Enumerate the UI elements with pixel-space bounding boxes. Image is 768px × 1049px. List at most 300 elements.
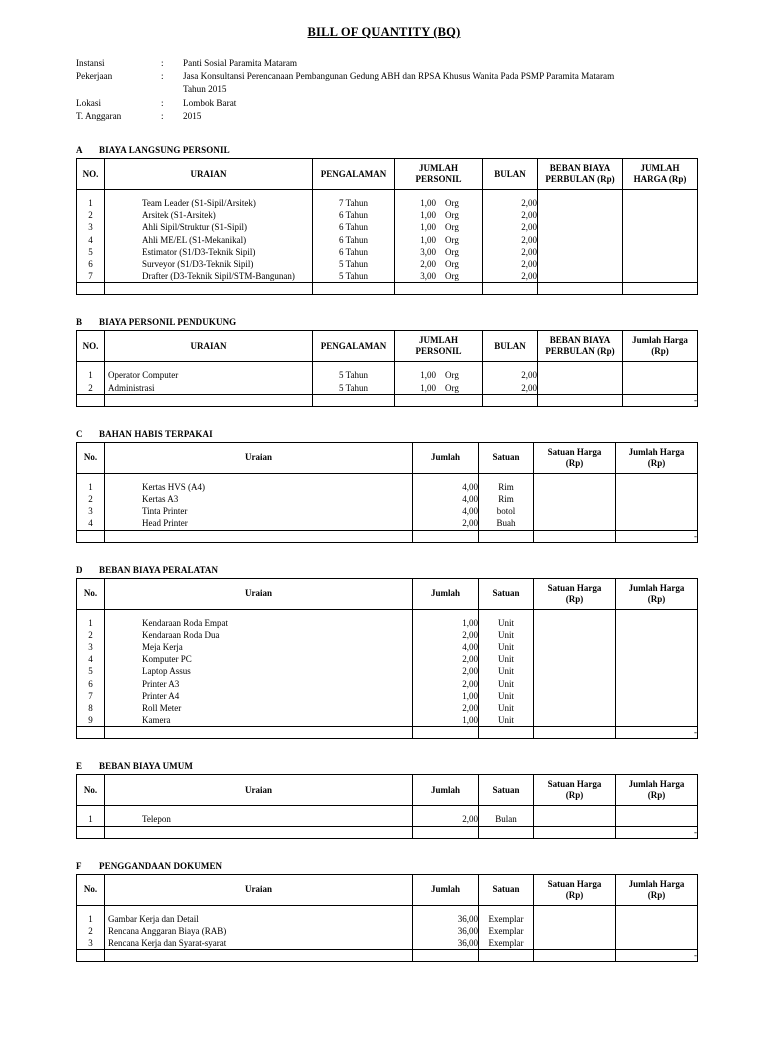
cell-jumlah-unit: Org (445, 259, 459, 270)
section-letter: F (76, 860, 82, 871)
table-header-row (77, 578, 698, 609)
col-header-jumlah-personil-line1: JUMLAH (419, 163, 458, 174)
cell-jumlah-harga (616, 617, 698, 629)
spacer-cell (534, 473, 616, 481)
col-header-satuan: Satuan (479, 874, 534, 905)
meta-value-line2: Tahun 2015 (183, 84, 227, 95)
total-amount (623, 283, 698, 295)
section-gap (0, 407, 768, 429)
cell-satuan: Unit (479, 629, 534, 641)
cell-jumlah-value: 1,00 (420, 370, 436, 381)
section-beban-biaya-peralatan (76, 565, 697, 740)
cell-jumlah: 2,00 (413, 653, 479, 665)
cell-jumlah-unit: Org (445, 271, 459, 282)
col-header-jumlah: Jumlah (413, 578, 479, 609)
col-header-jumlah-harga-line1: Jumlah Harga (628, 582, 685, 593)
meta-value (183, 70, 701, 96)
total-blank-cell (538, 283, 623, 295)
cell-beban-biaya-perbulan (538, 246, 623, 258)
cell-no: 7 (77, 270, 105, 283)
col-header-jumlah-harga-line2: (Rp) (651, 346, 669, 357)
cell-jumlah-harga (616, 517, 698, 530)
cell-jumlah-harga (623, 209, 698, 221)
cell-satuan-harga (534, 641, 616, 653)
spacer-cell (77, 905, 105, 913)
cell-jumlah-unit: Org (445, 370, 459, 381)
col-header-jumlah-harga-line1: JUMLAH (640, 163, 680, 174)
cell-satuan: Exemplar (479, 937, 534, 950)
cell-satuan: Unit (479, 653, 534, 665)
table-row (77, 197, 698, 209)
meta-label: Instansi (76, 58, 105, 68)
cell-no: 1 (77, 913, 105, 925)
cell-satuan: Exemplar (479, 913, 534, 925)
section-title: BIAYA LANGSUNG PERSONIL (99, 145, 230, 156)
total-blank-cell (77, 394, 105, 406)
spacer-cell (105, 806, 413, 814)
cell-beban-biaya-perbulan (538, 382, 623, 395)
cell-beban-biaya-perbulan (538, 197, 623, 209)
cell-satuan-harga (534, 913, 616, 925)
total-blank-cell (413, 826, 479, 838)
cell-jumlah-personil (395, 209, 483, 221)
cell-satuan-harga (534, 665, 616, 677)
col-header-jumlah-harga-line2: (Rp) (647, 593, 666, 604)
cell-uraian: Gambar Kerja dan Detail (105, 913, 413, 925)
meta-value: 2015 (183, 110, 202, 121)
cell-jumlah: 36,00 (413, 913, 479, 925)
cell-jumlah-unit: Org (445, 382, 459, 393)
col-header-satuan-harga-line2: (Rp) (565, 889, 584, 900)
total-blank-cell (77, 727, 105, 739)
table-row (77, 246, 698, 258)
section-title: BEBAN BIAYA UMUM (99, 761, 193, 772)
table-bahan-habis-terpakai (76, 442, 698, 543)
col-header-satuan-harga-line2: (Rp) (565, 790, 584, 801)
cell-bulan: 2,00 (483, 369, 538, 381)
col-header-uraian: Uraian (105, 578, 413, 609)
spacer-cell (534, 609, 616, 617)
cell-uraian: Ahli Sipil/Struktur (S1-Sipil) (105, 221, 313, 233)
total-blank-cell (479, 950, 534, 962)
meta-row-instansi (76, 57, 701, 70)
cell-uraian: Surveyor (S1/D3-Teknik Sipil) (105, 258, 313, 270)
cell-no: 1 (77, 481, 105, 493)
cell-jumlah: 2,00 (413, 517, 479, 530)
spacer-cell (105, 190, 313, 198)
col-header-pengalaman: PENGALAMAN (313, 159, 395, 190)
col-header-uraian: URAIAN (105, 159, 313, 190)
cell-no: 2 (77, 209, 105, 221)
table-penggandaan-dokumen (76, 874, 698, 963)
section-title: BIAYA PERSONIL PENDUKUNG (99, 317, 237, 328)
section-biaya-personil-pendukung (76, 317, 697, 406)
spacer-cell (479, 806, 534, 814)
cell-uraian: Rencana Kerja dan Syarat-syarat (105, 937, 413, 950)
spacer-cell (77, 362, 105, 370)
cell-pengalaman: 5 Tahun (313, 270, 395, 283)
cell-jumlah: 4,00 (413, 505, 479, 517)
col-header-satuan-harga-line1: Satuan Harga (547, 878, 602, 889)
spacer-cell (534, 806, 616, 814)
cell-jumlah: 4,00 (413, 641, 479, 653)
cell-jumlah-harga (623, 382, 698, 395)
meta-value: Lombok Barat (183, 97, 237, 108)
col-header-satuan-harga (534, 442, 616, 473)
col-header-beban-biaya-perbulan (538, 159, 623, 190)
total-blank-cell (413, 950, 479, 962)
cell-jumlah-harga (616, 678, 698, 690)
section-beban-biaya-umum (76, 761, 697, 838)
cell-jumlah-unit: Org (445, 246, 459, 257)
cell-bulan: 2,00 (483, 270, 538, 283)
cell-jumlah-personil (395, 234, 483, 246)
section-gap (0, 962, 768, 984)
section-letter: B (76, 317, 83, 328)
cell-jumlah-harga (623, 369, 698, 381)
cell-no: 1 (77, 813, 105, 826)
col-header-jumlah-harga (616, 874, 698, 905)
cell-jumlah-personil (395, 197, 483, 209)
cell-bulan: 2,00 (483, 234, 538, 246)
cell-satuan-harga (534, 629, 616, 641)
cell-jumlah-value: 2,00 (420, 259, 436, 270)
col-header-satuan: Satuan (479, 775, 534, 806)
cell-jumlah-harga (616, 714, 698, 727)
cell-uraian: Drafter (D3-Teknik Sipil/STM-Bangunan) (105, 270, 313, 283)
cell-pengalaman: 6 Tahun (313, 246, 395, 258)
cell-jumlah: 1,00 (413, 690, 479, 702)
cell-uraian: Kertas HVS (A4) (105, 481, 413, 493)
page-title: BILL OF QUANTITY (BQ) (307, 25, 461, 39)
cell-satuan: Unit (479, 690, 534, 702)
spacer-cell (616, 473, 698, 481)
total-blank-cell (483, 394, 538, 406)
cell-jumlah: 36,00 (413, 925, 479, 937)
col-header-jumlah-harga (616, 775, 698, 806)
section-letter: D (76, 564, 83, 575)
spacer-cell (616, 905, 698, 913)
col-header-jumlah-harga (616, 442, 698, 473)
col-header-beban-biaya-perbulan-line2: PERBULAN (Rp) (545, 346, 615, 357)
cell-jumlah-harga (616, 913, 698, 925)
table-spacer-row (77, 806, 698, 814)
section-penggandaan-dokumen (76, 861, 697, 963)
col-header-no: No. (77, 874, 105, 905)
cell-satuan: Rim (479, 481, 534, 493)
cell-jumlah: 4,00 (413, 481, 479, 493)
spacer-cell (623, 362, 698, 370)
meta-row-tahun-anggaran (76, 110, 701, 123)
cell-satuan-harga (534, 714, 616, 727)
col-header-bulan: BULAN (483, 159, 538, 190)
col-header-jumlah-personil (395, 331, 483, 362)
spacer-cell (77, 806, 105, 814)
cell-no: 3 (77, 937, 105, 950)
cell-jumlah-value: 3,00 (420, 246, 436, 257)
spacer-cell (483, 362, 538, 370)
col-header-satuan-harga-line2: (Rp) (565, 457, 584, 468)
col-header-uraian: Uraian (105, 442, 413, 473)
cell-jumlah-personil (395, 270, 483, 283)
col-header-satuan-harga (534, 775, 616, 806)
table-spacer-row (77, 190, 698, 198)
cell-uraian: Operator Computer (105, 369, 313, 381)
section-gap (0, 839, 768, 861)
col-header-pengalaman: PENGALAMAN (313, 331, 395, 362)
meta-colon: : (161, 71, 164, 82)
cell-jumlah-harga (616, 813, 698, 826)
cell-jumlah-harga (616, 481, 698, 493)
cell-jumlah-personil (395, 246, 483, 258)
cell-no: 2 (77, 629, 105, 641)
section-heading (76, 565, 697, 575)
cell-jumlah: 1,00 (413, 617, 479, 629)
cell-jumlah-harga (616, 690, 698, 702)
total-blank-cell (105, 727, 413, 739)
col-header-no: NO. (77, 331, 105, 362)
section-title: BAHAN HABIS TERPAKAI (99, 428, 213, 439)
col-header-no: NO. (77, 159, 105, 190)
meta-value: Panti Sosial Paramita Mataram (183, 58, 298, 68)
cell-satuan: Buah (479, 517, 534, 530)
cell-jumlah-harga (616, 505, 698, 517)
cell-jumlah-harga (616, 937, 698, 950)
col-header-no: No. (77, 442, 105, 473)
cell-jumlah-harga (623, 246, 698, 258)
spacer-cell (77, 473, 105, 481)
total-blank-cell (77, 530, 105, 542)
cell-jumlah-harga (623, 221, 698, 233)
total-blank-cell (105, 394, 313, 406)
table-row (77, 690, 698, 702)
cell-jumlah-unit: Org (445, 234, 459, 245)
cell-satuan: Unit (479, 702, 534, 714)
table-spacer-row (77, 609, 698, 617)
cell-satuan-harga (534, 505, 616, 517)
col-header-jumlah-harga (616, 578, 698, 609)
spacer-cell (395, 362, 483, 370)
cell-no: 3 (77, 221, 105, 233)
spacer-cell (413, 609, 479, 617)
total-blank-cell (77, 950, 105, 962)
total-blank-cell (313, 394, 395, 406)
cell-beban-biaya-perbulan (538, 209, 623, 221)
table-row (77, 382, 698, 395)
cell-no: 4 (77, 517, 105, 530)
section-gap (0, 739, 768, 761)
meta-label: Lokasi (76, 97, 102, 108)
cell-jumlah-harga (623, 234, 698, 246)
spacer-cell (623, 190, 698, 198)
table-row (77, 493, 698, 505)
cell-jumlah-personil (395, 369, 483, 381)
col-header-beban-biaya-perbulan-line2: PERBULAN (Rp) (545, 174, 615, 185)
cell-pengalaman: 5 Tahun (313, 369, 395, 381)
cell-satuan-harga (534, 690, 616, 702)
cell-uraian: Team Leader (S1-Sipil/Arsitek) (105, 197, 313, 209)
total-blank-cell (105, 283, 313, 295)
meta-row-lokasi (76, 97, 701, 110)
col-header-uraian: Uraian (105, 775, 413, 806)
cell-uraian: Komputer PC (105, 653, 413, 665)
spacer-cell (313, 362, 395, 370)
cell-uraian: Printer A3 (105, 678, 413, 690)
total-blank-cell (77, 826, 105, 838)
table-row (77, 221, 698, 233)
total-blank-cell (395, 394, 483, 406)
total-amount: - (616, 530, 698, 542)
col-header-jumlah-harga-line2: (Rp) (647, 790, 666, 801)
cell-beban-biaya-perbulan (538, 258, 623, 270)
table-spacer-row (77, 905, 698, 913)
total-blank-cell (534, 727, 616, 739)
cell-jumlah-value: 1,00 (420, 222, 436, 233)
cell-jumlah-harga (623, 270, 698, 283)
meta-value-line1: Jasa Konsultansi Perencanaan Pembangunan Gedung ABH dan RPSA Khusus Wanita Pada PSMP Paramita Mataram (183, 71, 615, 82)
cell-bulan: 2,00 (483, 258, 538, 270)
document-meta (76, 57, 701, 123)
table-spacer-row (77, 362, 698, 370)
cell-jumlah: 2,00 (413, 665, 479, 677)
table-row (77, 678, 698, 690)
cell-no: 8 (77, 702, 105, 714)
table-row (77, 665, 698, 677)
cell-satuan-harga (534, 653, 616, 665)
total-blank-cell (413, 727, 479, 739)
cell-satuan-harga (534, 813, 616, 826)
cell-jumlah-harga (616, 653, 698, 665)
col-header-jumlah-harga-line2: (Rp) (647, 457, 666, 468)
table-row (77, 629, 698, 641)
total-blank-cell (105, 826, 413, 838)
col-header-satuan-harga (534, 874, 616, 905)
col-header-satuan-harga-line1: Satuan Harga (547, 446, 602, 457)
cell-jumlah-unit: Org (445, 222, 459, 233)
cell-uraian: Kamera (105, 714, 413, 727)
cell-no: 6 (77, 678, 105, 690)
col-header-jumlah-harga-line2: (Rp) (647, 889, 666, 900)
cell-jumlah-value: 1,00 (420, 234, 436, 245)
table-row (77, 517, 698, 530)
total-blank-cell (479, 727, 534, 739)
cell-jumlah: 2,00 (413, 629, 479, 641)
table-row (77, 209, 698, 221)
table-row (77, 714, 698, 727)
section-letter: C (76, 428, 83, 439)
cell-satuan-harga (534, 925, 616, 937)
cell-bulan: 2,00 (483, 221, 538, 233)
spacer-cell (479, 905, 534, 913)
col-header-satuan: Satuan (479, 442, 534, 473)
section-letter: A (76, 145, 83, 156)
cell-no: 1 (77, 369, 105, 381)
cell-no: 1 (77, 197, 105, 209)
section-bahan-habis-terpakai (76, 429, 697, 543)
table-row (77, 913, 698, 925)
col-header-jumlah-personil-line2: PERSONIL (415, 174, 462, 185)
col-header-beban-biaya-perbulan-line1: BEBAN BIAYA (549, 163, 611, 174)
col-header-jumlah-harga (623, 159, 698, 190)
cell-uraian: Meja Kerja (105, 641, 413, 653)
cell-pengalaman: 6 Tahun (313, 234, 395, 246)
cell-no: 2 (77, 493, 105, 505)
cell-jumlah-harga (623, 258, 698, 270)
meta-colon: : (161, 97, 164, 108)
document-page (0, 25, 768, 1049)
table-header-row (77, 775, 698, 806)
cell-jumlah-harga (616, 925, 698, 937)
spacer-cell (77, 609, 105, 617)
cell-jumlah-personil (395, 221, 483, 233)
cell-jumlah-harga (616, 493, 698, 505)
cell-uraian: Administrasi (105, 382, 313, 395)
cell-jumlah-unit: Org (445, 198, 459, 209)
cell-satuan: botol (479, 505, 534, 517)
spacer-cell (479, 473, 534, 481)
meta-colon: : (161, 110, 164, 121)
cell-jumlah-value: 1,00 (420, 382, 436, 393)
section-heading (76, 761, 697, 771)
cell-satuan-harga (534, 678, 616, 690)
cell-uraian: Rencana Anggaran Biaya (RAB) (105, 925, 413, 937)
table-header-row (77, 874, 698, 905)
cell-uraian: Ahli ME/EL (S1-Mekanikal) (105, 234, 313, 246)
spacer-cell (77, 190, 105, 198)
col-header-bulan: BULAN (483, 331, 538, 362)
cell-bulan: 2,00 (483, 197, 538, 209)
spacer-cell (105, 362, 313, 370)
cell-uraian: Roll Meter (105, 702, 413, 714)
cell-uraian: Estimator (S1/D3-Teknik Sipil) (105, 246, 313, 258)
table-row (77, 813, 698, 826)
col-header-no: No. (77, 775, 105, 806)
total-blank-cell (77, 283, 105, 295)
table-row (77, 937, 698, 950)
meta-label: Pekerjaan (76, 71, 113, 82)
cell-jumlah-harga (616, 629, 698, 641)
section-heading (76, 145, 697, 155)
table-row (77, 653, 698, 665)
cell-satuan-harga (534, 517, 616, 530)
col-header-jumlah-personil-line2: PERSONIL (415, 346, 462, 357)
total-amount: - (616, 727, 698, 739)
table-total-row (77, 394, 698, 406)
cell-satuan-harga (534, 702, 616, 714)
col-header-satuan-harga (534, 578, 616, 609)
col-header-jumlah-personil-line1: JUMLAH (419, 335, 458, 346)
cell-bulan: 2,00 (483, 209, 538, 221)
cell-pengalaman: 6 Tahun (313, 221, 395, 233)
cell-no: 9 (77, 714, 105, 727)
cell-no: 4 (77, 653, 105, 665)
col-header-jumlah: Jumlah (413, 775, 479, 806)
cell-satuan-harga (534, 493, 616, 505)
meta-colon: : (161, 58, 164, 68)
cell-no: 2 (77, 925, 105, 937)
col-header-jumlah-harga-line1: Jumlah Harga (628, 878, 685, 889)
cell-pengalaman: 6 Tahun (313, 209, 395, 221)
meta-row-pekerjaan (76, 70, 701, 96)
cell-jumlah-value: 3,00 (420, 271, 436, 282)
cell-beban-biaya-perbulan (538, 270, 623, 283)
cell-no: 2 (77, 382, 105, 395)
cell-uraian: Tinta Printer (105, 505, 413, 517)
section-heading (76, 429, 697, 439)
table-row (77, 617, 698, 629)
spacer-cell (616, 609, 698, 617)
cell-beban-biaya-perbulan (538, 369, 623, 381)
